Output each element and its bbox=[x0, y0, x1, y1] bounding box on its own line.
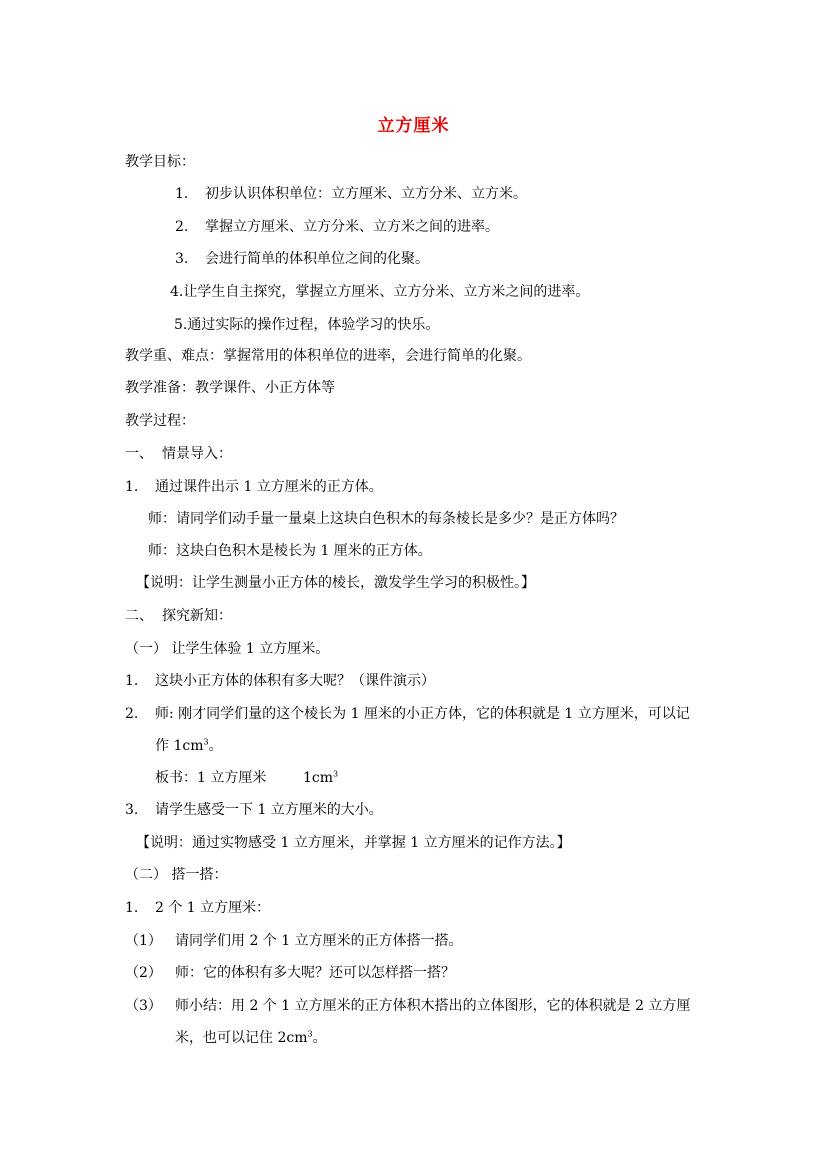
item-2-period: 。 bbox=[208, 738, 223, 754]
note-1: 【说明：让学生测量小正方体的棱长，激发学生学习的积极性。】 bbox=[136, 575, 535, 591]
point-2-text: 师：它的体积有多大呢？还可以怎样搭一搭？ bbox=[175, 965, 455, 981]
teacher-line-1: 师：请同学们动手量一量桌上这块白色积木的每条棱长是多少？是正方体吗？ bbox=[148, 511, 624, 527]
section-2-heading bbox=[125, 607, 232, 625]
point-1-text: 请同学们用 2 个 1 立方厘米的正方体搭一搭。 bbox=[175, 933, 463, 949]
teacher-line-2: 师：这块白色积木是棱长为 1 厘米的正方体。 bbox=[148, 543, 432, 559]
section-2-item-3 bbox=[125, 801, 383, 819]
preparation: 教学准备：教学课件、小正方体等 bbox=[125, 380, 335, 396]
point-1 bbox=[125, 932, 463, 950]
section-2-item-4 bbox=[125, 899, 270, 917]
point-3-notation: 米，也可以记住 2cm bbox=[175, 1030, 308, 1046]
section-2-item-2-text: 师: 刚才同学们量的这个棱长为 1 厘米的小正方体，它的体积就是 1 立方厘米，可以记 bbox=[155, 706, 690, 722]
objective-3-number: 3. bbox=[175, 251, 189, 267]
item-2-notation: 作 1cm bbox=[155, 738, 204, 754]
objective-2-text: 掌握立方厘米、立方分米、立方米之间的进率。 bbox=[205, 219, 499, 235]
objective-3-text: 会进行简单的体积单位之间的化聚。 bbox=[205, 251, 429, 267]
point-2-number: （2） bbox=[125, 965, 162, 981]
section-2-title: 探究新知： bbox=[162, 608, 232, 624]
document-title: 立方厘米 bbox=[377, 116, 450, 136]
section-1-title: 情景导入： bbox=[162, 446, 232, 462]
objective-2 bbox=[175, 218, 499, 236]
key-points: 教学重、难点：掌握常用的体积单位的进率，会进行简单的化聚。 bbox=[125, 348, 531, 364]
objective-4: 4.让学生自主探究，掌握立方厘米、立方分米、立方米之间的进率。 bbox=[170, 284, 590, 300]
section-2-item-1 bbox=[125, 672, 435, 690]
board-superscript: 3 bbox=[333, 769, 339, 779]
section-2-item-1-text: 这块小正方体的体积有多大呢？（课件演示） bbox=[155, 673, 435, 689]
section-2-item-2-continuation bbox=[155, 737, 223, 755]
board-label: 板书：1 立方厘米 bbox=[155, 770, 267, 786]
section-2-item-4-text: 2 个 1 立方厘米： bbox=[155, 900, 271, 916]
section-2-item-3-text: 请学生感受一下 1 立方厘米的大小。 bbox=[155, 802, 383, 818]
objective-1 bbox=[175, 185, 527, 203]
subsection-1-heading: （一） 让学生体验 1 立方厘米。 bbox=[125, 641, 330, 657]
point-3-text: 师小结：用 2 个 1 立方厘米的正方体积木搭出的立体图形，它的体积就是 2 立方厘 bbox=[175, 998, 691, 1014]
section-2-item-2 bbox=[125, 705, 690, 723]
section-2-item-1-number: 1. bbox=[125, 673, 139, 689]
point-1-number: （1） bbox=[125, 933, 162, 949]
point-3 bbox=[125, 997, 690, 1015]
item-2-superscript: 3 bbox=[203, 737, 209, 747]
objectives-heading: 教学目标： bbox=[125, 154, 195, 170]
section-1-number: 一、 bbox=[125, 446, 153, 462]
board-writing bbox=[155, 769, 338, 787]
subsection-2-heading: （二） 搭一搭： bbox=[125, 867, 228, 883]
section-2-item-2-number: 2. bbox=[125, 706, 139, 722]
section-1-heading bbox=[125, 445, 232, 463]
process-heading: 教学过程： bbox=[125, 413, 195, 429]
note-2: 【说明：通过实物感受 1 立方厘米，并掌握 1 立方厘米的记作方法。】 bbox=[136, 835, 571, 851]
section-1-item-1 bbox=[125, 478, 383, 496]
section-2-item-3-number: 3. bbox=[125, 802, 139, 818]
point-3-period: 。 bbox=[312, 1030, 327, 1046]
objective-1-text: 初步认识体积单位：立方厘米、立方分米、立方米。 bbox=[205, 186, 527, 202]
objective-3 bbox=[175, 250, 429, 268]
section-1-item-1-number: 1. bbox=[125, 479, 139, 495]
section-2-item-4-number: 1. bbox=[125, 900, 139, 916]
objective-2-number: 2. bbox=[175, 219, 189, 235]
board-unit: 1cm bbox=[303, 770, 334, 786]
objective-5: 5.通过实际的操作过程，体验学习的快乐。 bbox=[174, 317, 440, 333]
objective-1-number: 1. bbox=[175, 186, 189, 202]
point-3-number: （3） bbox=[125, 998, 162, 1014]
point-3-superscript: 3 bbox=[307, 1029, 313, 1039]
point-2 bbox=[125, 964, 455, 982]
point-3-continuation bbox=[175, 1029, 327, 1047]
section-2-number: 二、 bbox=[125, 608, 153, 624]
section-1-item-1-text: 通过课件出示 1 立方厘米的正方体。 bbox=[155, 479, 383, 495]
